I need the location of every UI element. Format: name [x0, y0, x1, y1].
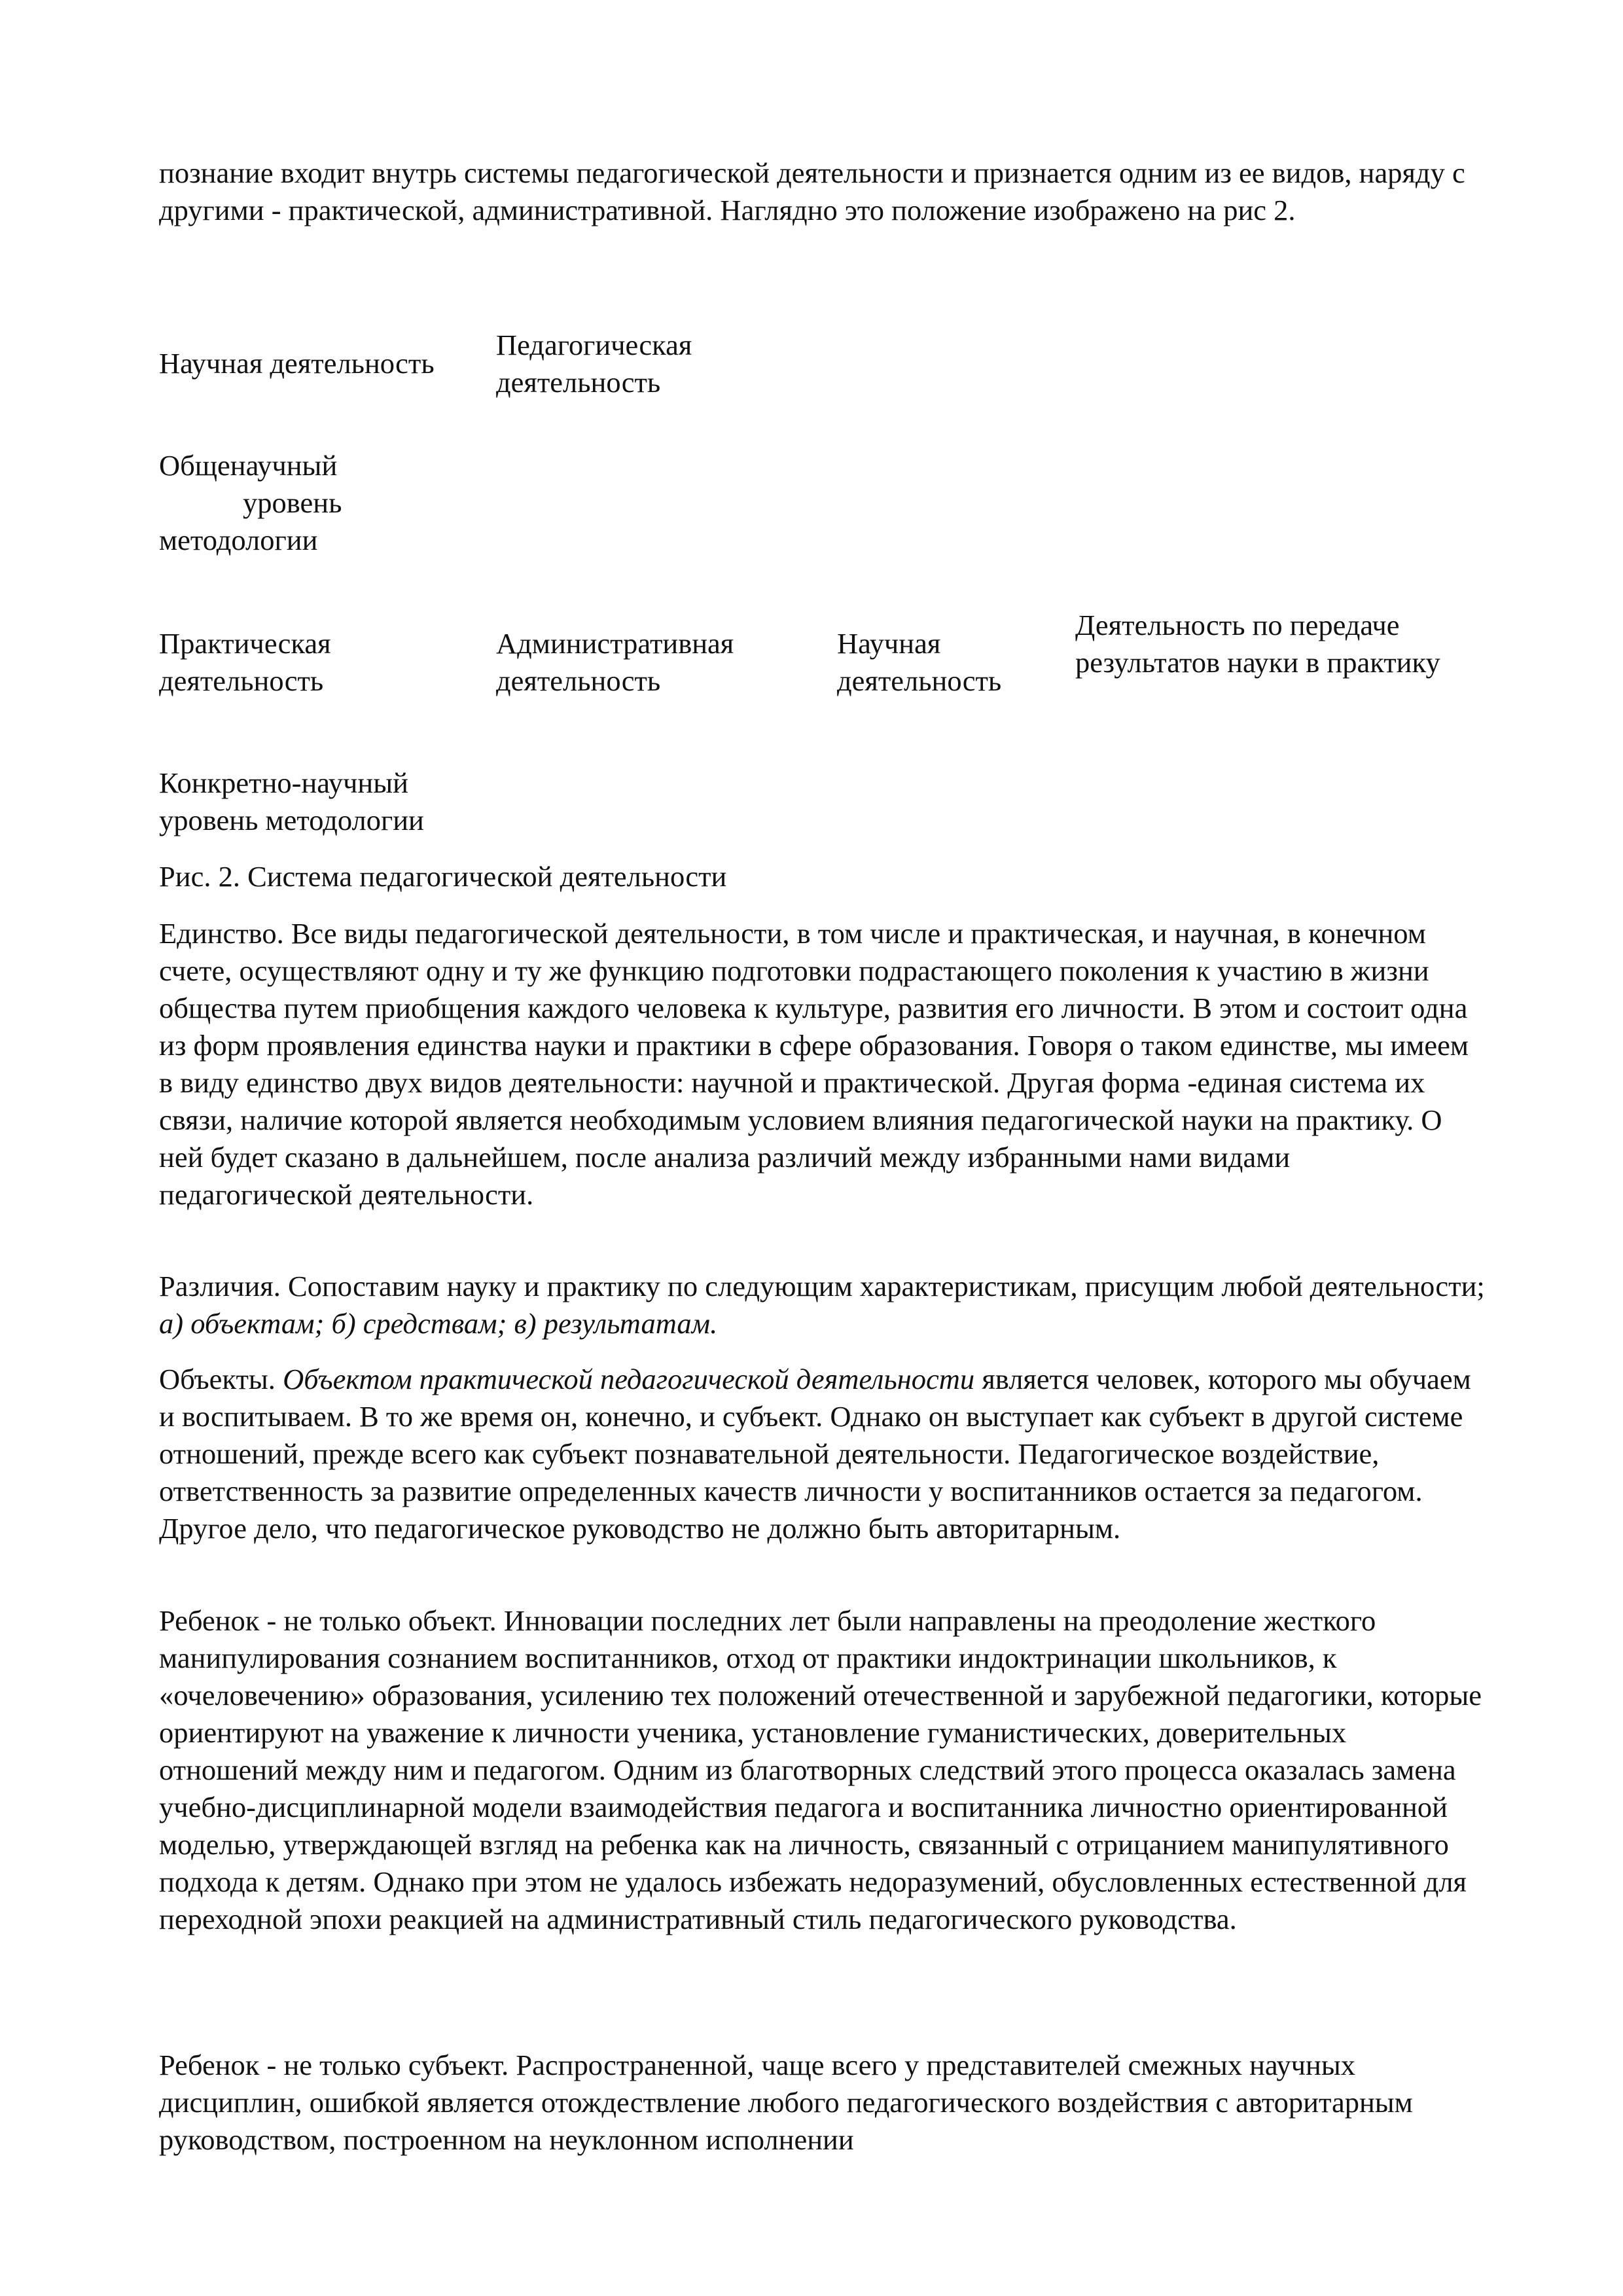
administrative-activity-box: Административная деятельность — [496, 627, 734, 697]
differences-criteria: а) объектам; б) средствам; в) результатам. — [159, 1307, 718, 1340]
general-level-line-2: уровень — [243, 486, 342, 519]
objects-lead: Объекты. — [159, 1363, 283, 1395]
objects-text: является человек, которого мы обучаем и воспитываем. В то же время он, конечно, и субъект. Однако он выступает как субъект в другой системе отношений, прежде всего как субъект познавательной деятельности. Педагогическое воздействие, ответственность за развитие определенных качеств личности у воспитанников остается за педагогом. Другое дело, что педагогическое руководство не должно быть авторитарным. — [159, 1363, 1471, 1545]
transfer-activity-box: Деятельность по передаче результатов науки в практику — [1075, 609, 1440, 679]
concrete-methodology-level-box: Конкретно-научный уровень методологии — [159, 766, 424, 836]
objects-paragraph — [159, 1361, 1488, 1547]
differences-text: Различия. Сопоставим науку и практику по следующим характеристикам, присущим любой деятельности; — [159, 1270, 1485, 1302]
objects-definition: Объектом практической педагогической деятельности — [283, 1363, 975, 1395]
general-level-line-3: методологии — [159, 524, 318, 556]
science-activity-box: Научная деятельность — [159, 347, 435, 380]
general-level-line-1: Общенаучный — [159, 449, 338, 482]
general-methodology-level-box — [159, 447, 375, 559]
child-subject-paragraph: Ребенок - не только субъект. Распространенной, чаще всего у представителей смежных научных дисциплин, ошибкой является отождествление любого педагогического воздействия с авторитарным руководством, построенном на неуклонном исполнении — [159, 2049, 1413, 2156]
practical-activity-box: Практическая деятельность — [159, 627, 331, 697]
child-object-paragraph: Ребенок - не только объект. Инновации последних лет были направлены на преодоление жесткого манипулирования сознанием воспитанников, отход от практики индоктринации школьников, к «очеловечению» образования, усилению тех положений отечественной и зарубежной педагогики, которые ориентируют на уважение к личности ученика, установление гуманистических, доверительных отношений между ним и педагогом. Одним из благотворных следствий этого процесса оказалась замена учебно-дисциплинарной модели взаимодействия педагога и воспитанника личностно ориентированной моделью, утверждающей взгляд на ребенка как на личность, связанный с отрицанием манипулятивного подхода к детям. Однако при этом не удалось избежать недоразумений, обусловленных естественной для переходной эпохи реакцией на административный стиль педагогического руководства. — [159, 1604, 1482, 1935]
figure-caption: Рис. 2. Система педагогической деятельности — [159, 860, 727, 893]
differences-paragraph — [159, 1268, 1488, 1342]
pedagogical-activity-box: Педагогическая деятельность — [496, 329, 692, 399]
intro-paragraph: познание входит внутрь системы педагогической деятельности и признается одним из ее видов, наряду с другими - практической, административной. Наглядно это положение изображено на рис 2. — [159, 156, 1465, 226]
unity-paragraph: Единство. Все виды педагогической деятельности, в том числе и практическая, и научная, в конечном счете, осуществляют одну и ту же функцию подготовки подрастающего поколения к участию в жизни общества путем приобщения каждого человека к культуре, развития его личности. В этом и состоит одна из форм проявления единства науки и практики в сфере образования. Говоря о таком единстве, мы имеем в виду единство двух видов деятельности: научной и практической. Другая форма -единая система их связи, наличие которой является необходимым условием влияния педагогической науки на практику. О ней будет сказано в дальнейшем, после анализа различий между избранными нами видами педагогической деятельности. — [159, 917, 1469, 1211]
scientific-activity-box: Научная деятельность — [837, 627, 1002, 697]
